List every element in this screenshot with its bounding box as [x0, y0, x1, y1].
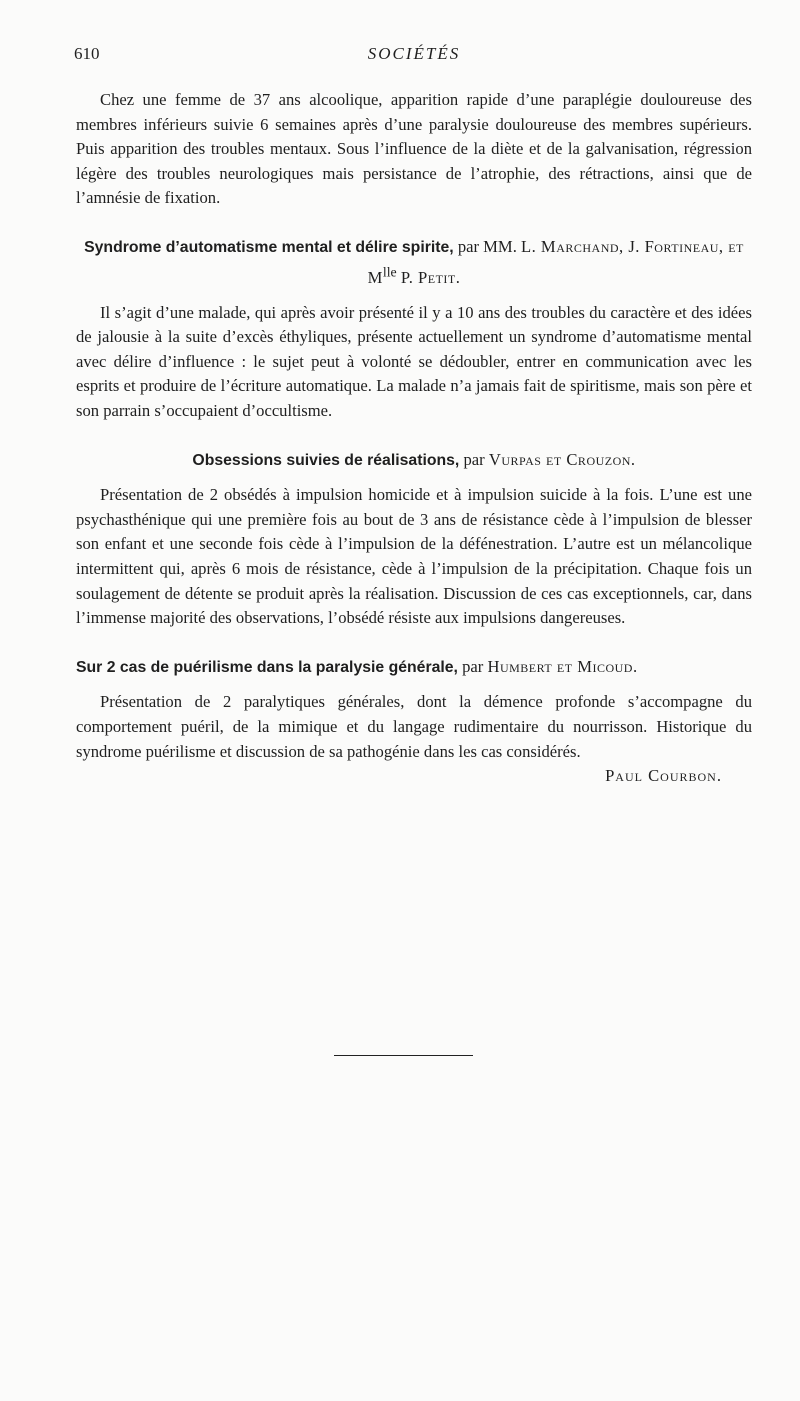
- section-authors: [462, 657, 637, 676]
- section-body-obsessions: Présentation de 2 obsédés à impulsion homicide et à impulsion suicide à la fois. L’une est une psychasthénique qui une première fois au bout de 3 ans de résistance cède à l’impulsion de blesser son enfant et une seconde fois cède à l’impulsion de la défénestration. L’autre est un mélancolique intermittent qui, après 6 mois de résistance, cède à l’impulsion de la précipitation. Chaque fois un soulagement de détente se produit après la réalisation. Discussion de ces cas exceptionnels, car, dans l’immense majorité des observations, l’obsédé résiste aux impulsions dangereuses.: [76, 485, 752, 628]
- author-names: Humbert et Micoud.: [487, 656, 638, 676]
- end-rule: [334, 1055, 473, 1056]
- author-names-suffix: P. Petit.: [400, 268, 461, 288]
- section-title: Sur 2 cas de puérilisme dans la paralysie générale,: [76, 658, 458, 676]
- author-prefix: par: [463, 449, 485, 469]
- author-names: Vurpas et Crouzon.: [488, 449, 636, 469]
- author-title-superscript: lle: [382, 264, 397, 280]
- running-title: SOCIÉTÉS: [367, 44, 461, 63]
- author-prefix: par: [462, 656, 484, 676]
- page-number: 610: [74, 44, 100, 63]
- page-header: [74, 44, 754, 68]
- author-prefix: par MM.: [457, 236, 517, 256]
- section-body-automatisme: Il s’agit d’une malade, qui après avoir présenté il y a 10 ans des troubles du caractère et des idées de jalousie à la suite d’excès éthyliques, présente actuellement un syndrome d’automatisme mental avec délire d’influence : le sujet peut à volonté se dédoubler, entrer en communication avec les esprits et produire de l’écriture automatique. La malade n’a jamais fait de spiritisme, mais son père et son parrain s’occupaient d’occultisme.: [76, 302, 752, 421]
- section-heading-automatisme: [76, 235, 752, 291]
- section-body-puerilisme: Présentation de 2 paralytiques générales, dont la démence profonde s’accompagne du comportement puéril, de la mimique et du langage rudimentaire du nourrisson. Historique du syndrome puérilisme et discussion de sa pathogénie dans les cas considérés.: [76, 692, 752, 761]
- section-authors: [463, 450, 635, 469]
- signature: Paul Courbon.: [605, 766, 722, 786]
- intro-paragraph: Chez une femme de 37 ans alcoolique, apparition rapide d’une paraplégie douloureuse des membres inférieurs suivie 6 semaines après d’une paralysie douloureuse des membres supérieurs. Puis apparition des troubles mentaux. Sous l’influence de la diète et de la galvanisation, régression légère des troubles neurologiques mais persistance de l’atrophie, des rétractions, ainsi que de l’amnésie de fixation.: [76, 90, 752, 208]
- author-names: L. Marchand, J. Fortineau, et M: [367, 236, 744, 288]
- section-heading-obsessions: [76, 448, 752, 474]
- section-title: Obsessions suivies de réalisations,: [192, 451, 460, 469]
- article-body: [76, 88, 752, 789]
- section-title: Syndrome d’automatisme mental et délire spirite,: [84, 238, 454, 256]
- section-heading-puerilisme: [76, 655, 752, 681]
